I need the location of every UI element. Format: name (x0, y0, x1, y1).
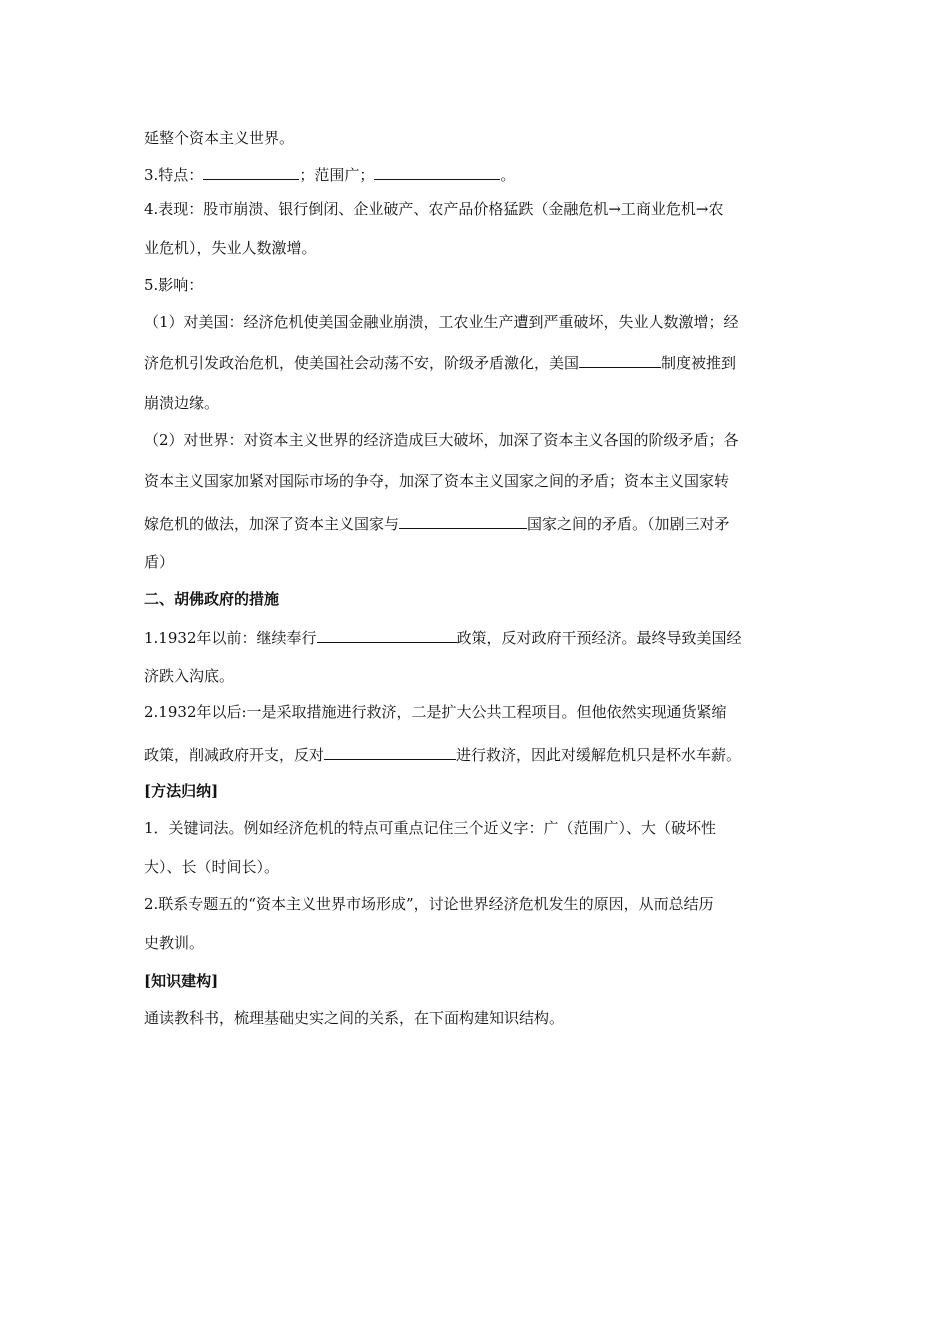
text: 国家之间的矛盾。（加剧三对矛 (527, 515, 730, 533)
text-line (144, 894, 824, 914)
fill-blank[interactable] (317, 626, 457, 643)
text: 3.特点： (144, 166, 204, 184)
fill-blank[interactable] (579, 351, 661, 368)
text: 盾） (144, 553, 175, 571)
text: 。 (500, 166, 516, 184)
text-line (144, 818, 824, 838)
text-line (144, 552, 824, 572)
text: 1．关键词法。例如经济危机的特点可重点记住三个近义字：广（范围广）、大（破坏性 (144, 819, 717, 837)
text-line (144, 393, 824, 413)
text-line (144, 238, 824, 258)
text: 2.联系专题五的“资本主义世界市场形成”，讨论世界经济危机发生的原因，从而总结历 (144, 895, 714, 913)
fill-blank[interactable] (203, 163, 299, 180)
text-line (144, 312, 824, 332)
heading-text: [知识建构] (144, 972, 219, 990)
text-line-features (144, 163, 824, 185)
text: 大）、长（时间长）。 (144, 858, 280, 876)
text: 济危机引发政治危机，使美国社会动荡不安，阶级矛盾激化，美国 (144, 354, 580, 372)
text: 1.1932年以前：继续奉行 (144, 629, 317, 647)
text-line (144, 471, 824, 491)
text: 通读教科书，梳理基础史实之间的关系，在下面构建知识结构。 (144, 1009, 565, 1027)
section-heading (144, 971, 824, 991)
text: 延整个资本主义世界。 (144, 129, 295, 147)
text: 进行救济，因此对缓解危机只是杯水车薪。 (456, 746, 742, 764)
text-line (144, 702, 824, 722)
section-heading (144, 589, 824, 609)
text-line (144, 743, 824, 765)
text: 资本主义国家加紧对国际市场的争夺，加深了资本主义国家之间的矛盾；资本主义国家转 (144, 472, 730, 490)
text-line (144, 512, 824, 534)
text: 史教训。 (144, 934, 205, 952)
text: 政策，削减政府开支，反对 (144, 746, 325, 764)
text: 4.表现：股市崩溃、银行倒闭、企业破产、农产品价格猛跌（金融危机→工商业危机→农 (144, 200, 724, 218)
heading-text: 二、胡佛政府的措施 (144, 590, 280, 608)
text: （2）对世界：对资本主义世界的经济造成巨大破坏，加深了资本主义各国的阶级矛盾；各 (144, 431, 739, 449)
text-line (144, 128, 824, 148)
text-line (144, 351, 824, 373)
text: 济跌入沟底。 (144, 667, 235, 685)
text: 业危机），失业人数激增。 (144, 239, 317, 257)
text: （1）对美国：经济危机使美国金融业崩溃，工农业生产遭到严重破坏，失业人数激增；经 (144, 313, 739, 331)
text: 崩溃边缘。 (144, 394, 220, 412)
text: 制度被推到 (661, 354, 737, 372)
text: ；范围广； (299, 166, 375, 184)
fill-blank[interactable] (399, 512, 527, 529)
text-line (144, 199, 824, 219)
fill-blank[interactable] (324, 743, 456, 760)
text-line (144, 626, 824, 648)
text-line (144, 933, 824, 953)
fill-blank[interactable] (374, 163, 500, 180)
text: 政策，反对政府干预经济。最终导致美国经 (456, 629, 742, 647)
text: 5.影响： (144, 276, 204, 294)
text-line (144, 857, 824, 877)
text-line (144, 1008, 824, 1028)
text: 嫁危机的做法，加深了资本主义国家与 (144, 515, 400, 533)
heading-text: [方法归纳] (144, 782, 219, 800)
text: 2.1932年以后:一是采取措施进行救济，二是扩大公共工程项目。但他依然实现通货紧缩 (144, 703, 727, 721)
text-line (144, 666, 824, 686)
text-line (144, 430, 824, 450)
section-heading (144, 781, 824, 801)
text-line (144, 275, 824, 295)
